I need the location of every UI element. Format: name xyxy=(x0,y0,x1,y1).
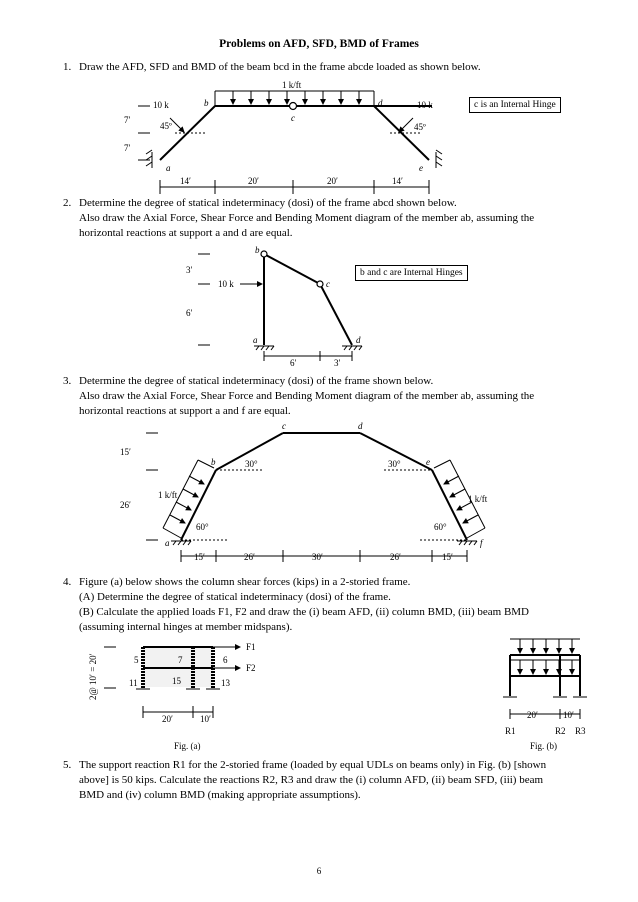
shear-value: 13 xyxy=(221,678,230,688)
node-label-d: d xyxy=(356,335,361,345)
force-label-F2: F2 xyxy=(246,663,256,673)
dim-label: 10′ xyxy=(200,714,211,724)
hinge-c xyxy=(317,281,323,287)
hinge-b xyxy=(261,251,267,257)
figure-caption: Fig. (b) xyxy=(530,741,557,751)
height-label-bottom: 6′ xyxy=(186,308,193,318)
angle-label: 30° xyxy=(388,459,401,469)
udl-label-left: 1 k/ft xyxy=(158,490,178,500)
node-label-a: a xyxy=(253,335,258,345)
node-label-b: b xyxy=(211,457,216,467)
question-number: 3. xyxy=(63,375,72,387)
question-text: Also draw the Axial Force, Shear Force and Bending Moment diagram of the member ab, assuming the xyxy=(79,212,535,224)
load-label-right: 10 k xyxy=(417,100,433,110)
dim-label: 20′ xyxy=(162,714,173,724)
question-text: Determine the degree of statical indeterminacy (dosi) of the frame abcd shown below. xyxy=(79,197,457,209)
udl-label-right: 1 k/ft xyxy=(468,494,488,504)
height-label-top: 7′ xyxy=(124,115,131,125)
reaction-label-R3: R3 xyxy=(575,726,586,736)
figure-1-dimensions xyxy=(160,180,429,194)
question-text: (B) Calculate the applied loads F1, F2 and draw the (i) beam AFD, (ii) column BMD, (iii) beam BMD xyxy=(79,606,530,618)
dim-label: 30′ xyxy=(312,552,323,562)
dim-label: 15′ xyxy=(194,552,205,562)
question-text: Determine the degree of statical indeterminacy (dosi) of the frame shown below. xyxy=(79,375,434,387)
hinge-note-1: c is an Internal Hinge xyxy=(469,97,561,113)
page-number: 6 xyxy=(316,866,322,876)
height-label-top: 3′ xyxy=(186,265,193,275)
hinge-c xyxy=(290,103,297,110)
dim-label: 20′ xyxy=(527,710,538,720)
dim-label: 14′ xyxy=(392,176,403,186)
shear-value: 15 xyxy=(172,676,181,686)
angle-label: 60° xyxy=(196,522,209,532)
question-text: The support reaction R1 for the 2-storied frame (loaded by equal UDLs on beams only) in Fig. (b) [shown xyxy=(79,759,547,771)
dim-label: 14′ xyxy=(180,176,191,186)
node-label-c: c xyxy=(282,421,286,431)
figure-2-load-and-dims xyxy=(198,254,352,361)
member-de xyxy=(374,106,429,160)
dim-label: 20′ xyxy=(327,176,338,186)
force-label-F1: F1 xyxy=(246,642,256,652)
node-label-c: c xyxy=(326,279,330,289)
height-label-bottom: 26′ xyxy=(120,500,131,510)
node-label-a: a xyxy=(166,163,171,173)
angle-label-left: 45º xyxy=(160,121,172,131)
node-label-f: f xyxy=(480,538,483,548)
shear-value: 11 xyxy=(129,678,138,688)
member-cd xyxy=(320,284,352,345)
question-text: horizontal reactions at support a and d are equal. xyxy=(79,227,293,239)
angle-label-right: 45º xyxy=(414,122,426,132)
question-text: horizontal reactions at support a and f are equal. xyxy=(79,405,291,417)
dim-label: 10′ xyxy=(563,710,574,720)
question-text: (A) Determine the degree of statical indeterminacy (dosi) of the frame. xyxy=(79,591,391,603)
question-number: 5. xyxy=(63,759,72,771)
height-label-bottom: 7′ xyxy=(124,143,131,153)
dim-label: 26′ xyxy=(390,552,401,562)
udl-label: 1 k/ft xyxy=(282,80,302,90)
height-label-top: 15′ xyxy=(120,447,131,457)
dim-label: 26′ xyxy=(244,552,255,562)
page-title: Problems on AFD, SFD, BMD of Frames xyxy=(219,38,419,50)
member-bc xyxy=(264,254,320,284)
question-text: above] is 50 kips. Calculate the reactions R2, R3 and draw the (i) column AFD, (ii) beam SFD, (iii) beam xyxy=(79,774,544,786)
dim-label: 15′ xyxy=(442,552,453,562)
load-label: 10 k xyxy=(218,279,234,289)
figure-3-guides xyxy=(146,433,467,562)
node-label-b: b xyxy=(255,245,260,255)
node-label-e: e xyxy=(426,457,430,467)
question-number: 4. xyxy=(63,576,72,588)
question-text: Draw the AFD, SFD and BMD of the beam bcd in the frame abcde loaded as shown below. xyxy=(79,61,481,73)
figure-3-supports xyxy=(171,541,477,545)
figure-1-point-loads xyxy=(138,106,420,160)
figure-2-supports xyxy=(254,346,362,350)
node-label-d: d xyxy=(378,98,383,108)
question-number: 2. xyxy=(63,197,72,209)
figure-2-frame xyxy=(264,254,352,345)
node-label-c: c xyxy=(291,113,295,123)
shear-value: 6 xyxy=(223,655,228,665)
dim-label: 6′ xyxy=(290,358,297,368)
dim-label: 3′ xyxy=(334,358,341,368)
hinge-note-2: b and c are Internal Hinges xyxy=(355,265,468,281)
question-text: Also draw the Axial Force, Shear Force and Bending Moment diagram of the member ab, assuming the xyxy=(79,390,535,402)
shear-value: 7 xyxy=(178,655,183,665)
reaction-label-R2: R2 xyxy=(555,726,566,736)
angle-label: 60° xyxy=(434,522,447,532)
angle-label: 30° xyxy=(245,459,258,469)
question-text: Figure (a) below shows the column shear forces (kips) in a 2-storied frame. xyxy=(79,576,411,588)
node-label-e: e xyxy=(419,163,423,173)
question-number: 1. xyxy=(63,61,72,73)
figure-4b-frame xyxy=(503,639,587,719)
node-label-b: b xyxy=(204,98,209,108)
height-label: 2@ 10′ = 20′ xyxy=(88,653,98,700)
shear-value: 5 xyxy=(134,655,139,665)
question-text: BMD and (iv) column BMD (making appropriate assumptions). xyxy=(79,789,361,801)
load-label-left: 10 k xyxy=(153,100,169,110)
node-label-a: a xyxy=(165,538,170,548)
figure-caption: Fig. (a) xyxy=(174,741,201,751)
figure-1-supports xyxy=(146,150,442,168)
reaction-label-R1: R1 xyxy=(505,726,516,736)
question-text: (assuming internal hinges at member midspans). xyxy=(79,621,293,633)
figure-3-frame xyxy=(181,433,467,540)
dim-label: 20′ xyxy=(248,176,259,186)
node-label-d: d xyxy=(358,421,363,431)
